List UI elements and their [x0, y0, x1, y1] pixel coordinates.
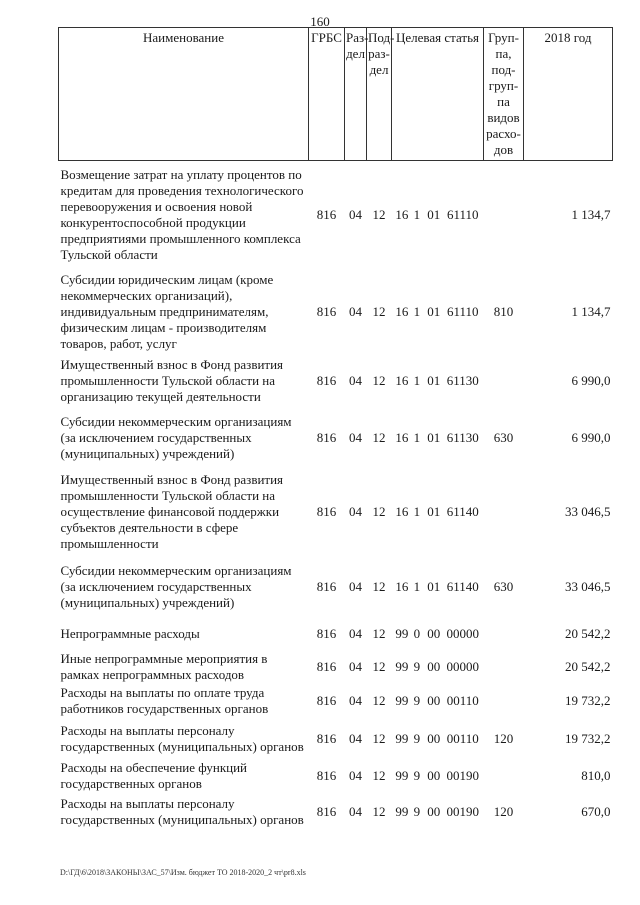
target-article-part: 61110	[447, 303, 479, 319]
target-article-part: 9	[413, 768, 421, 783]
target-article-part: 1	[413, 207, 421, 223]
target-article-part: 1	[413, 303, 421, 319]
target-article-part: 61110	[447, 207, 479, 223]
target-article-part: 00	[427, 768, 441, 783]
row-group	[484, 161, 524, 270]
row-amount: 20 542,2	[565, 625, 611, 641]
row-podrazdel: 12	[372, 504, 386, 519]
row-podrazdel: 12	[372, 303, 386, 319]
target-article-part: 16	[395, 303, 409, 319]
target-article-part: 01	[427, 504, 441, 519]
header-line: под-	[491, 62, 516, 77]
table-row	[59, 161, 613, 270]
row-group: 810	[493, 303, 514, 319]
target-article-part: 00	[427, 658, 441, 674]
row-group	[484, 468, 524, 557]
row-razdel: 04	[349, 731, 362, 746]
row-target-article	[392, 794, 484, 831]
target-article-part: 01	[427, 207, 441, 223]
row-amount: 6 990,0	[571, 429, 611, 445]
target-article-part: 16	[395, 372, 409, 388]
row-amount: 33 046,5	[565, 578, 611, 594]
row-target-article	[392, 720, 484, 759]
row-podrazdel: 12	[372, 207, 386, 223]
row-amount: 1 134,7	[571, 207, 611, 223]
target-article-part: 00190	[446, 768, 480, 783]
row-target-article	[392, 468, 484, 557]
row-target-article	[392, 683, 484, 720]
page-number: 160	[310, 14, 330, 29]
header-line: дел	[346, 46, 365, 61]
table-row	[59, 651, 613, 683]
target-article-part: 1	[413, 578, 421, 594]
row-target-article	[392, 270, 484, 354]
row-razdel: 04	[349, 578, 362, 594]
target-article-part: 9	[413, 804, 421, 819]
header-grbs: ГРБС	[309, 28, 345, 161]
table-row	[59, 617, 613, 651]
row-grbs: 816	[316, 768, 337, 783]
target-article-part: 0	[413, 625, 421, 641]
table-row	[59, 408, 613, 468]
header-line: па	[497, 94, 510, 109]
row-name: Субсидии юридическим лицам (кроме некоммерческих организаций), индивидуальным предпринимателям, физическим лицам - производителям товаров, работ, услуг	[60, 271, 274, 351]
row-grbs: 816	[316, 504, 337, 519]
row-grbs: 816	[316, 625, 337, 641]
row-podrazdel: 12	[372, 731, 386, 746]
row-grbs: 816	[316, 731, 337, 746]
row-razdel: 04	[349, 429, 362, 445]
row-grbs: 816	[316, 804, 337, 819]
row-podrazdel: 12	[372, 372, 386, 388]
row-name: Расходы на выплаты персоналу государственных (муниципальных) органов	[60, 796, 304, 827]
table-row	[59, 270, 613, 354]
row-razdel: 04	[349, 207, 362, 223]
header-target: Целевая статья	[392, 28, 484, 161]
target-article-part: 00000	[446, 658, 480, 674]
budget-table	[58, 27, 613, 831]
target-article-part: 99	[395, 731, 409, 746]
row-name: Расходы на обеспечение функций государственных органов	[60, 760, 248, 791]
table-row	[59, 759, 613, 794]
target-article-part: 16	[395, 578, 409, 594]
row-podrazdel: 12	[372, 429, 386, 445]
target-article-part: 00190	[446, 804, 480, 819]
header-razdel	[345, 28, 367, 161]
row-razdel: 04	[349, 804, 362, 819]
row-razdel: 04	[349, 768, 362, 783]
target-article-part: 9	[413, 693, 421, 708]
row-podrazdel: 12	[372, 578, 386, 594]
target-article-part: 01	[427, 372, 441, 388]
row-group: 120	[493, 731, 514, 746]
row-name: Имущественный взнос в Фонд развития промышленности Тульской области на организацию текущей деятельности	[60, 356, 284, 404]
header-name: Наименование	[59, 28, 309, 161]
row-group: 630	[493, 578, 514, 594]
header-line: расхо-	[486, 126, 521, 141]
row-amount: 1 134,7	[571, 303, 611, 319]
row-grbs: 816	[316, 303, 337, 319]
target-article-part: 1	[413, 504, 421, 519]
row-name: Непрограммные расходы	[60, 625, 200, 641]
row-name: Расходы на выплаты по оплате труда работников государственных органов	[60, 685, 269, 716]
table-row	[59, 557, 613, 617]
target-article-part: 99	[395, 693, 409, 708]
header-row	[59, 28, 613, 161]
row-amount: 20 542,2	[565, 658, 611, 674]
file-path-footer: D:\ГД\6\2018\ЗАКОНЫ\ЗАС_57\Изм. бюджет ТО 2018-2020_2 чт\pr8.xls	[60, 868, 306, 877]
target-article-part: 00110	[446, 693, 479, 708]
row-group	[484, 651, 524, 683]
target-article-part: 61130	[446, 429, 479, 445]
target-article-part: 00	[427, 693, 441, 708]
header-line: дел	[369, 62, 389, 77]
row-target-article	[392, 354, 484, 408]
row-name: Имущественный взнос в Фонд развития промышленности Тульской области на осуществление финансовой поддержки субъектов деятельности в сфере промышленности	[60, 472, 284, 551]
target-article-part: 00000	[446, 625, 480, 641]
row-group	[484, 617, 524, 651]
target-article-part: 16	[395, 504, 409, 519]
target-article-part: 9	[413, 731, 421, 746]
row-target-article	[392, 408, 484, 468]
row-group	[484, 759, 524, 794]
header-year: 2018 год	[524, 28, 613, 161]
row-razdel: 04	[349, 625, 362, 641]
row-grbs: 816	[316, 658, 337, 674]
row-target-article	[392, 617, 484, 651]
header-line: Раз-	[346, 30, 369, 45]
row-grbs: 816	[316, 578, 337, 594]
header-group	[484, 28, 524, 161]
target-article-part: 9	[413, 658, 421, 674]
row-amount: 810,0	[581, 768, 611, 783]
row-target-article	[392, 557, 484, 617]
table-row	[59, 720, 613, 759]
target-article-part: 01	[427, 429, 441, 445]
row-target-article	[392, 161, 484, 270]
target-article-part: 61140	[446, 504, 479, 519]
target-article-part: 99	[395, 768, 409, 783]
row-razdel: 04	[349, 303, 362, 319]
row-group: 630	[493, 429, 514, 445]
target-article-part: 99	[395, 658, 409, 674]
row-grbs: 816	[316, 207, 337, 223]
table-row	[59, 794, 613, 831]
row-name: Иные непрограммные мероприятия в рамках непрограммных расходов	[60, 650, 268, 682]
header-line: дов	[493, 142, 514, 157]
row-amount: 19 732,2	[565, 731, 611, 746]
row-amount: 6 990,0	[571, 372, 611, 388]
target-article-part: 00	[427, 625, 441, 641]
target-article-part: 00110	[446, 731, 479, 746]
row-razdel: 04	[349, 658, 362, 674]
target-article-part: 1	[413, 429, 421, 445]
row-podrazdel: 12	[372, 804, 386, 819]
target-article-part: 99	[395, 625, 409, 641]
row-razdel: 04	[349, 693, 362, 708]
row-group: 120	[493, 804, 514, 819]
target-article-part: 1	[413, 372, 421, 388]
row-amount: 33 046,5	[565, 504, 611, 519]
header-line: па,	[495, 46, 512, 61]
row-razdel: 04	[349, 504, 362, 519]
target-article-part: 61140	[446, 578, 479, 594]
target-article-part: 99	[395, 804, 409, 819]
target-article-part: 16	[395, 207, 409, 223]
row-amount: 19 732,2	[565, 693, 611, 708]
row-target-article	[392, 759, 484, 794]
row-grbs: 816	[316, 429, 337, 445]
target-article-part: 00	[427, 804, 441, 819]
table-row	[59, 354, 613, 408]
row-target-article	[392, 651, 484, 683]
header-line: видов	[487, 110, 520, 125]
row-podrazdel: 12	[372, 625, 386, 641]
row-amount: 670,0	[581, 804, 611, 819]
header-podrazdel	[367, 28, 395, 161]
row-grbs: 816	[316, 372, 337, 388]
target-article-part: 16	[395, 429, 409, 445]
row-name: Субсидии некоммерческим организациям (за исключением государственных (муниципальных) учреждений)	[60, 562, 292, 610]
table-row	[59, 683, 613, 720]
target-article-part: 01	[427, 303, 441, 319]
header-line: груп-	[488, 78, 519, 93]
table-row	[59, 468, 613, 557]
row-group	[484, 354, 524, 408]
target-article-part: 00	[427, 731, 441, 746]
target-article-part: 61130	[446, 372, 479, 388]
header-line: раз-	[368, 46, 390, 61]
row-razdel: 04	[349, 372, 362, 388]
row-podrazdel: 12	[372, 693, 386, 708]
header-line: Груп-	[488, 30, 519, 45]
header-line: Под-	[368, 30, 395, 45]
row-group	[484, 683, 524, 720]
row-podrazdel: 12	[372, 768, 386, 783]
row-grbs: 816	[316, 693, 337, 708]
target-article-part: 01	[427, 578, 441, 594]
row-name: Расходы на выплаты персоналу государственных (муниципальных) органов	[60, 723, 304, 754]
row-name: Субсидии некоммерческим организациям (за исключением государственных (муниципальных) учреждений)	[60, 413, 292, 461]
row-podrazdel: 12	[372, 658, 386, 674]
row-name: Возмещение затрат на уплату процентов по кредитам для проведения технологического перевооружения и освоения новой конкурентоспособной продукции предприятиями промышленного комплекса Тульской области	[60, 167, 304, 263]
